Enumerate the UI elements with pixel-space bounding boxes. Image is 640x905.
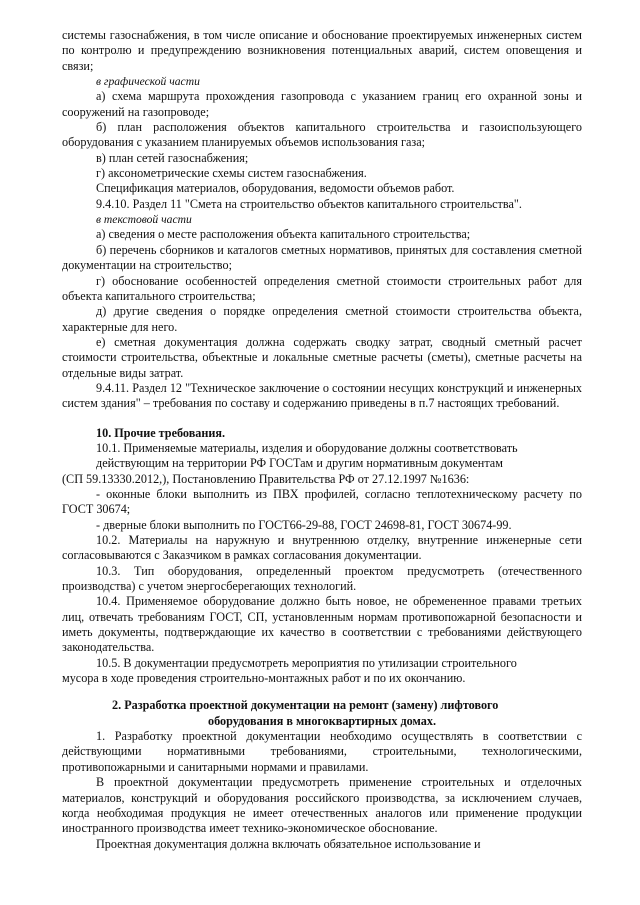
item-d-other: д) другие сведения о порядке определения сметной стоимости строительства объекта, характерные для него. bbox=[62, 304, 582, 334]
item-e-estimate: е) сметная документация должна содержать сводку затрат, сводный сметный расчет стоимости строительства, объектные и локальные сметные расчеты (сметы), сметные расчеты на отдельные виды затрат. bbox=[62, 334, 582, 380]
section-2-title-line2: оборудования в многоквартирных домах. bbox=[207, 713, 436, 728]
subheading-text-part: в текстовой части bbox=[96, 213, 192, 227]
paragraph-10-2: 10.2. Материалы на наружную и внутреннюю отделку, внутренние инженерные сети согласовываются с Заказчиком в рамках согласования документации. bbox=[62, 533, 582, 563]
section-10-title: 10. Прочие требования. bbox=[96, 425, 226, 440]
dash-item-doors: - дверные блоки выполнить по ГОСТ66-29-88, ГОСТ 24698-81, ГОСТ 30674-99. bbox=[96, 517, 512, 532]
item-a-route: а) схема маршрута прохождения газопровода с указанием границ его охранной зоны и сооружений на газопроводе; bbox=[62, 89, 582, 119]
paragraph-10-3: 10.3. Тип оборудования, определенный проектом предусмотреть (отечественного производства) с учетом энергосберегающих технологий. bbox=[62, 563, 582, 594]
paragraph-10-1b: действующим на территории РФ ГОСТам и другим нормативным документам bbox=[96, 456, 503, 471]
subheading-graphic-part: в графической части bbox=[96, 75, 200, 89]
paragraph-gas-systems: системы газоснабжения, в том числе описание и обоснование проектируемых инженерных систем по контролю и предупреждению возникновения потенциальных аварий, систем оповещения и связи; bbox=[62, 28, 582, 73]
paragraph-2-1: 1. Разработку проектной документации необходимо осуществлять в соответствии с действующими нормативными требованиями, строительными, технологическими, противопожарными и санитарными нормами и правилами. bbox=[62, 729, 582, 774]
item-a-location: а) сведения о месте расположения объекта капитального строительства; bbox=[96, 227, 471, 242]
section-9-4-10: 9.4.10. Раздел 11 "Смета на строительство объектов капитального строительства". bbox=[96, 196, 522, 211]
item-b-plan: б) план расположения объектов капитального строительства и газоиспользующего оборудования с указанием планируемых объемов использования газа; bbox=[62, 120, 582, 150]
paragraph-10-5b: мусора в ходе проведения строительно-монтажных работ и по их окончанию. bbox=[62, 671, 466, 686]
section-2-title-line1: 2. Разработка проектной документации на ремонт (замену) лифтового bbox=[112, 698, 499, 713]
section-9-4-11: 9.4.11. Раздел 12 "Техническое заключение о состоянии несущих конструкций и инженерных систем здания" – требования по составу и содержанию приведены в п.7 настоящих требований. bbox=[62, 380, 582, 411]
item-b-catalogs: б) перечень сборников и каталогов сметных нормативов, принятых для составления сметной документации на строительство; bbox=[62, 242, 582, 273]
dash-item-windows: - оконные блоки выполнить из ПВХ профилей, согласно теплотехническому расчету по ГОСТ 30674; bbox=[62, 486, 582, 517]
item-g-schemes: г) аксонометрические схемы систем газоснабжения. bbox=[96, 166, 367, 181]
paragraph-specification: Спецификация материалов, оборудования, ведомости объемов работ. bbox=[96, 181, 455, 196]
paragraph-10-5a: 10.5. В документации предусмотреть мероприятия по утилизации строительного bbox=[96, 655, 517, 670]
document-page bbox=[62, 28, 582, 852]
paragraph-2-materials: В проектной документации предусмотреть применение строительных и отделочных материалов, конструкций и оборудования российского производства, за исключением случаев, когда необходимая продукция не имеет отечественных аналогов или применение продукции иностранного производства имеет технико-экономическое обоснование. bbox=[62, 775, 582, 836]
paragraph-10-4: 10.4. Применяемое оборудование должно быть новое, не обремененное правами третьих лиц, отвечать требованиям ГОСТ, СП, установленным нормам противопожарной безопасности и иметь документы, подтверждающие их качество в соответствии с требованиями действующего законодательства. bbox=[62, 594, 582, 655]
paragraph-10-1a: 10.1. Применяемые материалы, изделия и оборудование должны соответствовать bbox=[96, 440, 518, 455]
item-v-networks: в) план сетей газоснабжения; bbox=[96, 150, 249, 165]
item-g-cost: г) обоснование особенностей определения сметной стоимости строительных работ для объекта капитального строительства; bbox=[62, 273, 582, 303]
paragraph-2-documentation: Проектная документация должна включать обязательное использование и bbox=[96, 836, 481, 851]
paragraph-10-1c: (СП 59.13330.2012,), Постановлению Правительства РФ от 27.12.1997 №1636: bbox=[62, 471, 470, 486]
